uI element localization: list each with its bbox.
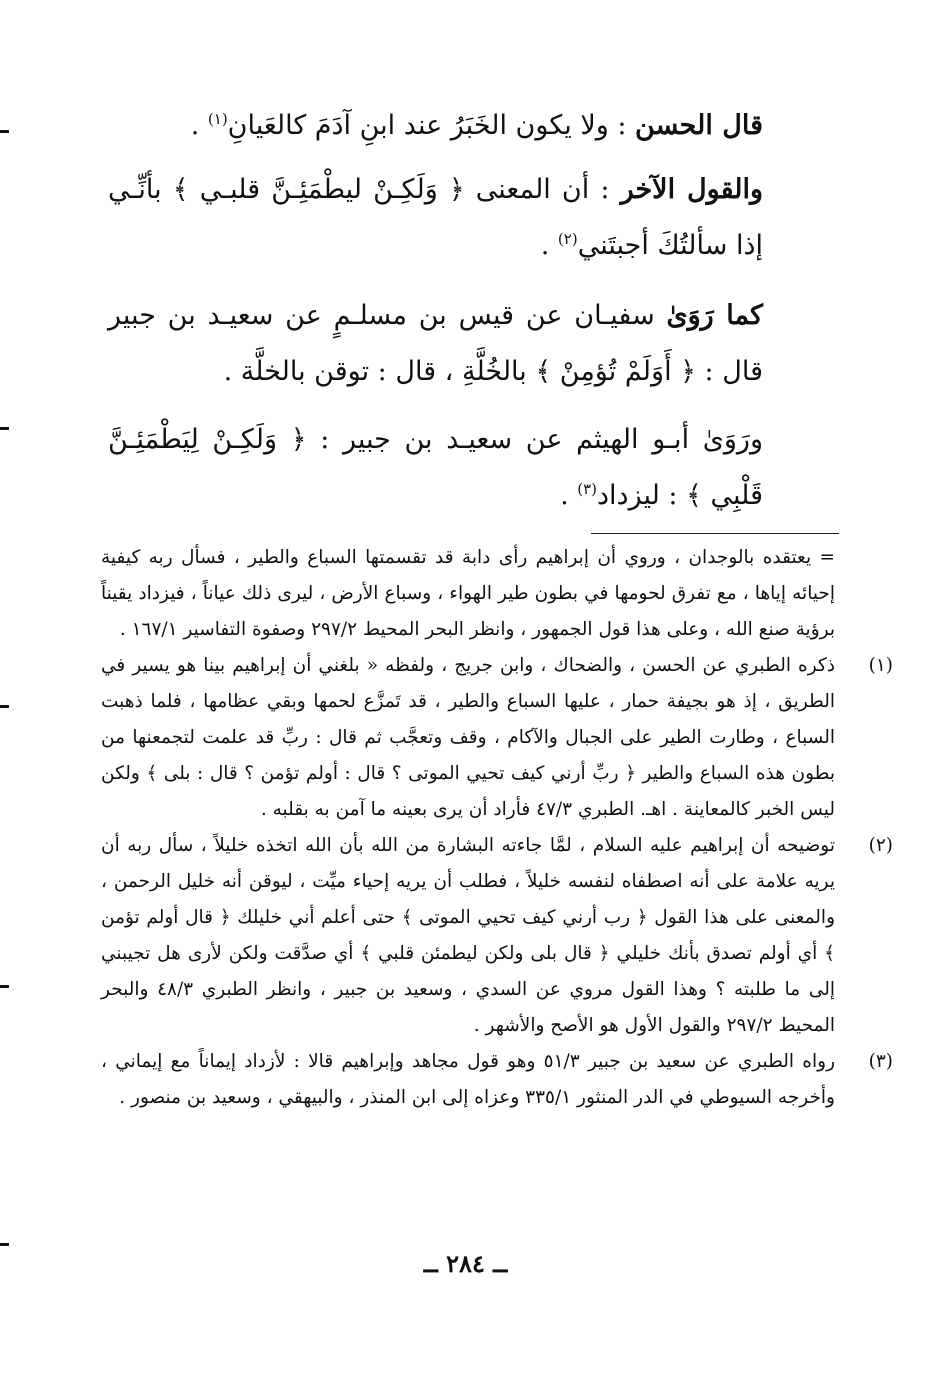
footnote-ref[interactable]: (١) bbox=[207, 110, 228, 128]
footnote-2 bbox=[101, 828, 893, 1044]
paragraph-text: ورَوَىٰ أبـو الهيثم عن سعيـد بن جبير : ﴿ وَلَكِـنْ لِيَطْمَئِـنَّ قَلْبِي ﴾ : ليزداد bbox=[108, 424, 763, 511]
footnote-1 bbox=[101, 648, 893, 828]
footnotes bbox=[101, 540, 893, 1116]
paragraph-sufyan bbox=[108, 288, 763, 400]
paragraph-other-opinion: والقول الآخر : أن المعنى ﴿ وَلَكِـنْ ليطْمَئِـنَّ قلبـي ﴾ بأنِّـي إذا سألتُكَ أجبتَني$^{(٢)}$ . bbox=[108, 174, 763, 261]
footnote-number: (٣) bbox=[868, 1051, 893, 1072]
paragraph-lead: والقول الآخر bbox=[620, 174, 763, 205]
footnote-text: توضيحه أن إبراهيم عليه السلام ، لمَّا جاءته البشارة من الله بأن الله اتخذه خليلاً ، سأل ربه أن يريه علامة على أنه اصطفاه لنفسه خليلاً ، فطلب أن يريه إحياء ميِّت ، ليوقن أنه خليل الرحمن ، والمعنى على هذا القول ﴿ رب أرني كيف تحيي الموتى ﴾ حتى أعلم أني خليلك ﴿ قال أولم تؤمن ﴾ أي أولم تصدق بأنك خليلي ﴿ قال بلى ولكن ليطمئن قلبي ﴾ أي صدَّقت ولكن لأرى هل تجيبني إلى ما طلبته ؟ وهذا القول مروي عن السدي ، وسعيد بن جبير ، وانظر الطبري ٤٨/٣ والبحر المحيط ٢٩٧/٢ والقول الأول هو الأصح والأشهر . bbox=[101, 835, 835, 1036]
footnote-ref[interactable]: (٢) bbox=[557, 230, 578, 248]
main-text bbox=[108, 98, 763, 532]
margin-mark bbox=[0, 427, 9, 430]
footnote-ref[interactable]: (٣) bbox=[577, 480, 598, 498]
paragraph-lead: قال الحسن bbox=[635, 110, 763, 141]
paragraph-text: سفيـان عن قيس بن مسلـمٍ عن سعيـد بن جبير قال : ﴿ أَوَلَمْ تُؤمِنْ ﴾ بالخُلَّةِ ، قال : توقن بالخلَّة . bbox=[108, 300, 763, 387]
margin-mark bbox=[0, 1243, 9, 1246]
margin-mark bbox=[0, 985, 9, 988]
paragraph-abu-haytham: ورَوَىٰ أبـو الهيثم عن سعيـد بن جبير : ﴿ وَلَكِـنْ لِيَطْمَئِـنَّ قَلْبِي ﴾ : ليزداد$^{(٣)}$ . bbox=[108, 424, 763, 511]
footnote-text: رواه الطبري عن سعيد بن جبير ٥١/٣ وهو قول مجاهد وإبراهيم قالا : لأزداد إيماناً مع إيماني ، وأخرجه السيوطي في الدر المنثور ٣٣٥/١ وعزاه إلى ابن المنذر ، والبيهقي ، وسعيد بن منصور . bbox=[101, 1051, 836, 1108]
footnote-separator bbox=[591, 533, 839, 534]
paragraph-text: : أن المعنى ﴿ وَلَكِـنْ ليطْمَئِـنَّ قلبـي ﴾ بأنِّـي إذا سألتُكَ أجبتَني bbox=[108, 174, 763, 261]
footnote-3 bbox=[101, 1044, 893, 1116]
page-number: ــ ٢٨٤ ــ bbox=[423, 1249, 508, 1278]
footnote-number: (٢) bbox=[868, 835, 893, 856]
paragraph-text: : ولا يكون الخَبَرُ عند ابنِ آدَمَ كالعَيانِ bbox=[227, 110, 636, 141]
margin-mark bbox=[0, 705, 9, 708]
paragraph-hasan: قال الحسن : ولا يكون الخَبَرُ عند ابنِ آدَمَ كالعَيانِ$^{(١)}$ . bbox=[190, 110, 763, 141]
footnote-number: (١) bbox=[868, 655, 893, 676]
footnote-text: ذكره الطبري عن الحسن ، والضحاك ، وابن جريج ، ولفظه « بلغني أن إبراهيم بينا هو يسير في الطريق ، إذ هو بجيفة حمار ، عليها السباع والطير ، قد تَمزَّع لحمها وبقي عظامها ، فلما ذهبت السباع ، وطارت الطير على الجبال والآكام ، وقف وتعجَّب ثم قال : ربِّ قد علمت لتجمعنها من بطون هذه السباع والطير ﴿ ربِّ أرني كيف تحيي الموتى ؟ قال : أولم تؤمن ؟ قال : بلى ﴾ ولكن ليس الخبر كالمعاينة . اهـ. الطبري ٤٧/٣ فأراد أن يرى بعينه ما آمن به بقلبه . bbox=[101, 655, 835, 820]
margin-mark bbox=[0, 130, 9, 133]
paragraph-lead: كما رَوَىٰ bbox=[666, 300, 763, 331]
footnote-continuation: = يعتقده بالوجدان ، وروي أن إبراهيم رأى دابة قد تقسمتها السباع والطير ، فسأل ربه كيفية إحيائه إياها ، مع تفرق لحومها في بطون طير الهواء ، وسباع الأرض ، ليرى ذلك عياناً ، فيزداد يقيناً برؤية صنع الله ، وعلى هذا قول الجمهور ، وانظر البحر المحيط ٢٩٧/٢ وصفوة التفاسير ١٦٧/١ . bbox=[101, 547, 835, 640]
